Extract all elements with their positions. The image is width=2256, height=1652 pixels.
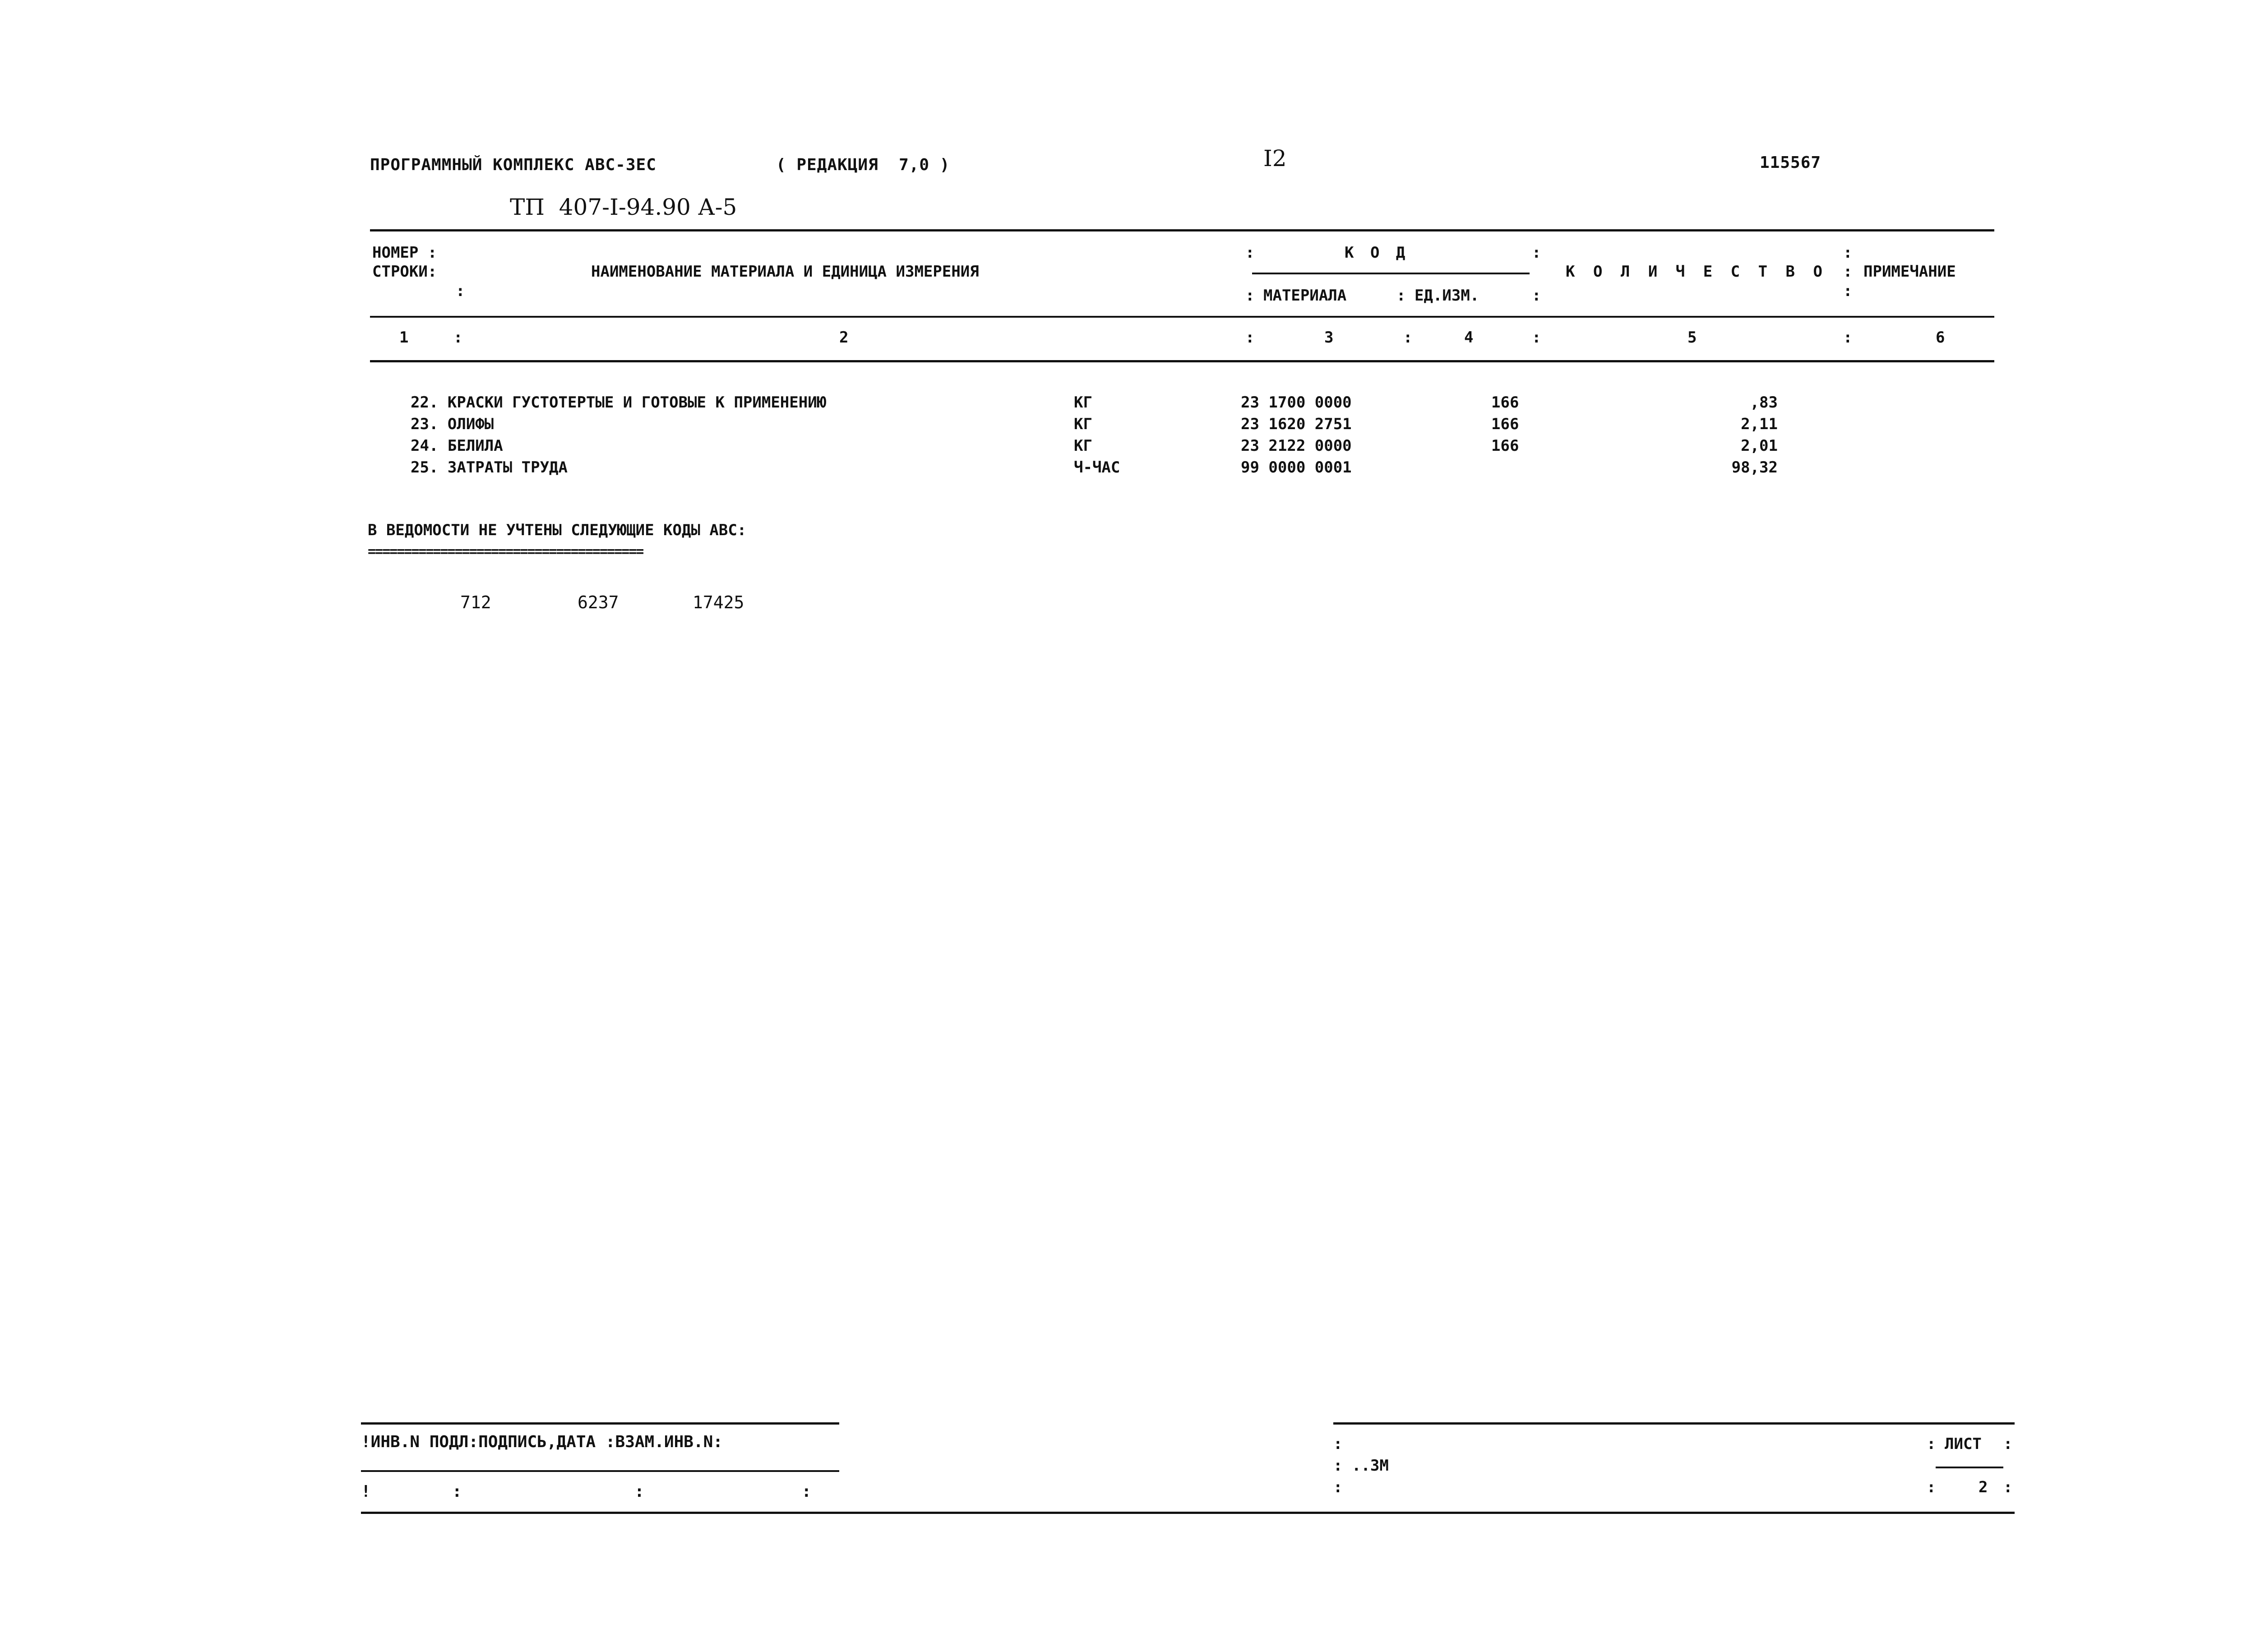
row-quantity: 98,32 xyxy=(1731,458,1778,477)
table-top-rule xyxy=(370,229,1994,231)
row-name: 22. КРАСКИ ГУСТОТЕРТЫЕ И ГОТОВЫЕ К ПРИМЕНЕНИЮ xyxy=(411,393,827,412)
note-header: ПРИМЕЧАНИЕ xyxy=(1863,263,1956,281)
col1-header-line3: : xyxy=(456,282,465,300)
note-header-sep3: : xyxy=(1843,282,1853,300)
note-header-sep2: : xyxy=(1843,263,1853,281)
row-name: 25. ЗАТРАТЫ ТРУДА xyxy=(411,458,568,477)
sheet-sep: : xyxy=(2003,1435,2013,1453)
footer-mark: : ..ЗМ xyxy=(1333,1457,1389,1475)
stamp-right-top-rule xyxy=(1333,1422,2015,1425)
stamp-row: ! : : : xyxy=(361,1482,817,1501)
row-quantity: 2,11 xyxy=(1741,415,1778,433)
code-sub-material: МАТЕРИАЛА xyxy=(1263,287,1347,305)
footer-bottom-rule xyxy=(361,1512,2015,1514)
column-number-sep: : xyxy=(1403,329,1413,347)
col1-header-line1: НОМЕР : xyxy=(372,244,437,262)
column-number-sep: : xyxy=(1843,329,1853,347)
row-code: 23 1700 0000 xyxy=(1241,393,1352,412)
sheet-number: 2 xyxy=(1979,1478,1988,1496)
row-unit: КГ xyxy=(1074,393,1092,412)
not-included-underline: ====================================== xyxy=(368,544,643,560)
code-sub-sep2: : xyxy=(1396,287,1406,305)
row-unit: Ч-ЧАС xyxy=(1074,458,1120,477)
not-included-code: 17425 xyxy=(693,592,744,612)
column-number-sep: : xyxy=(1532,329,1541,347)
col1-header-line2: СТРОКИ: xyxy=(372,263,437,281)
row-unit: КГ xyxy=(1074,437,1092,455)
project-code: ТП 407-I-94.90 А-5 xyxy=(510,194,737,220)
row-name: 23. ОЛИФЫ xyxy=(411,415,494,433)
column-number-sep: : xyxy=(453,329,463,347)
code-header: К О Д xyxy=(1345,244,1409,262)
column-numbers-bottom-rule xyxy=(370,360,1994,362)
quantity-header: К О Л И Ч Е С Т В О xyxy=(1566,263,1827,281)
row-unit-code: 166 xyxy=(1491,393,1519,412)
note-header-sep1: : xyxy=(1843,244,1853,262)
not-included-code: 712 xyxy=(460,592,491,612)
stamp-top-rule xyxy=(361,1422,839,1425)
edition-label: ( РЕДАКЦИЯ 7,0 ) xyxy=(776,156,950,174)
code-header-sep2: : xyxy=(1532,244,1541,262)
code-header-sep1: : xyxy=(1245,244,1255,262)
not-included-title: В ВЕДОМОСТИ НЕ УЧТЕНЫ СЛЕДУЮЩИЕ КОДЫ АВС: xyxy=(368,521,747,539)
row-unit-code: 166 xyxy=(1491,437,1519,455)
row-code: 23 1620 2751 xyxy=(1241,415,1352,433)
column-number-2: 2 xyxy=(839,329,849,347)
not-included-code: 6237 xyxy=(578,592,619,612)
code-sub-unit: ЕД.ИЗМ. xyxy=(1415,287,1479,305)
header-bottom-rule xyxy=(370,316,1994,318)
document-id: 115567 xyxy=(1760,153,1821,172)
column-number-sep: : xyxy=(1245,329,1255,347)
code-sub-sep3: : xyxy=(1532,287,1541,305)
page-number: I2 xyxy=(1263,145,1287,171)
stamp-right-sep: : xyxy=(1333,1435,1343,1453)
col2-header: НАИМЕНОВАНИЕ МАТЕРИАЛА И ЕДИНИЦА ИЗМЕРЕНИЯ xyxy=(591,263,979,281)
row-code: 23 2122 0000 xyxy=(1241,437,1352,455)
sheet-sep: : xyxy=(1927,1435,1936,1453)
column-number-6: 6 xyxy=(1936,329,1945,347)
sheet-sep: : xyxy=(1927,1478,1936,1496)
column-number-1: 1 xyxy=(399,329,409,347)
column-number-4: 4 xyxy=(1464,329,1474,347)
code-header-rule xyxy=(1252,273,1530,274)
sheet-sep: : xyxy=(2003,1478,2013,1496)
stamp-middle-rule xyxy=(361,1470,839,1472)
code-sub-sep1: : xyxy=(1245,287,1255,305)
stamp-right-sep: : xyxy=(1333,1478,1343,1496)
program-title: ПРОГРАММНЫЙ КОМПЛЕКС АВС-3ЕС xyxy=(370,156,656,174)
column-number-5: 5 xyxy=(1687,329,1697,347)
row-quantity: 2,01 xyxy=(1741,437,1778,455)
column-number-3: 3 xyxy=(1324,329,1334,347)
row-name: 24. БЕЛИЛА xyxy=(411,437,503,455)
stamp-headers: !ИНВ.N ПОДЛ:ПОДПИСЬ,ДАТА :ВЗАМ.ИНВ.N: xyxy=(361,1433,723,1451)
row-unit: КГ xyxy=(1074,415,1092,433)
row-quantity: ,83 xyxy=(1750,393,1778,412)
sheet-label: ЛИСТ xyxy=(1945,1435,1982,1453)
row-code: 99 0000 0001 xyxy=(1241,458,1352,477)
row-unit-code: 166 xyxy=(1491,415,1519,433)
sheet-divider xyxy=(1936,1467,2003,1468)
